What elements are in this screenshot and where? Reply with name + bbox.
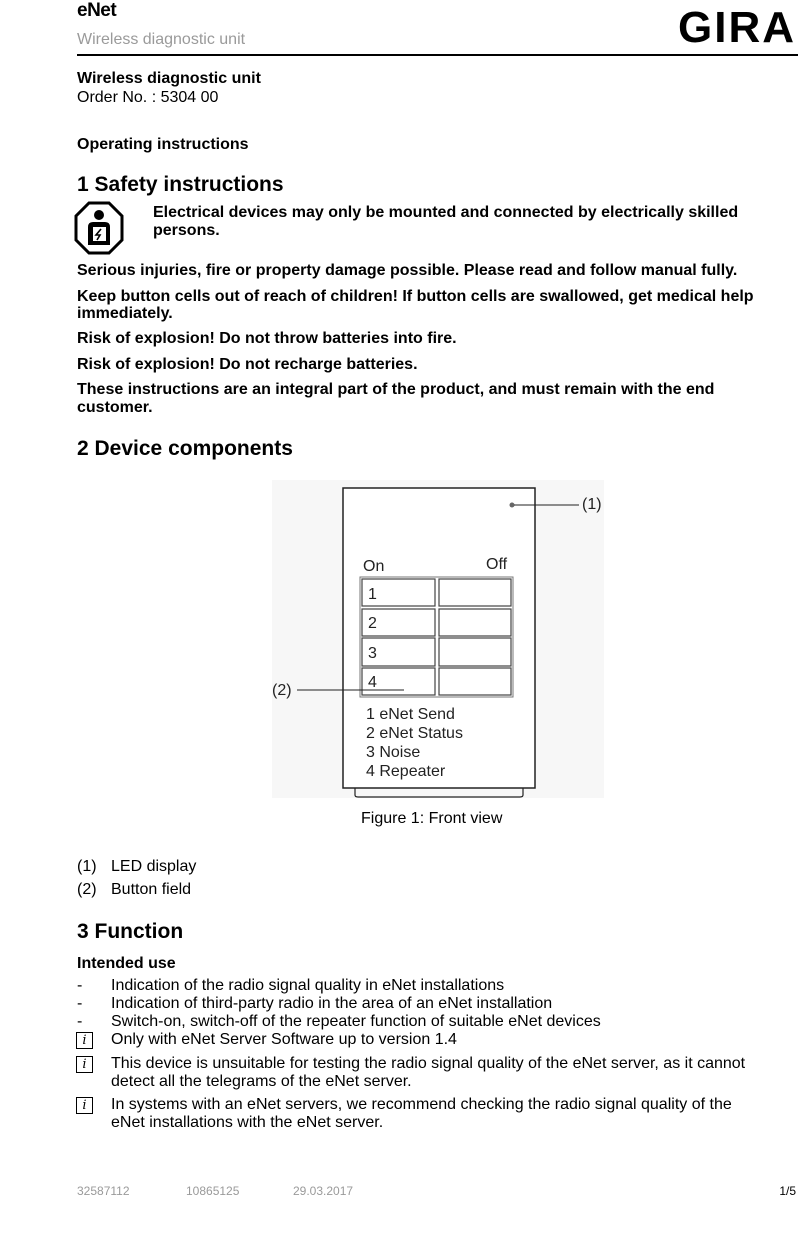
bullet-dash-1: - (77, 977, 83, 994)
legend-text-2: Button field (111, 881, 192, 898)
note-1: Only with eNet Server Software up to version 1.4 (111, 1031, 457, 1048)
callout-2: (2) (272, 682, 292, 699)
safety-item-1: Serious injuries, fire or property damage possible. Please read and follow manual fully. (77, 262, 738, 279)
figure-caption: Figure 1: Front view (361, 810, 503, 827)
info-icon: i (76, 1056, 93, 1073)
button-3-label: 3 (368, 645, 377, 662)
legend-text-1: LED display (111, 858, 197, 875)
legend-num-1: (1) (77, 858, 97, 875)
bullet-dash-2: - (77, 995, 83, 1012)
header-rule (77, 54, 798, 56)
desc-3: 3 Noise (366, 744, 421, 761)
gira-logo: GIRA (678, 3, 796, 52)
bullet-dash-3: - (77, 1013, 83, 1030)
bullet-3: Switch-on, switch-off of the repeater function of suitable eNet devices (111, 1013, 601, 1030)
order-number: Order No. : 5304 00 (77, 89, 219, 106)
info-icon: i (76, 1032, 93, 1049)
footer-code-2: 10865125 (186, 1184, 240, 1198)
desc-1: 1 eNet Send (366, 706, 455, 723)
led-indicator (510, 503, 515, 508)
info-icon: i (76, 1097, 93, 1114)
desc-4: 4 Repeater (366, 763, 446, 780)
button-1-label: 1 (368, 586, 377, 603)
note-3-line-2: eNet installations with the eNet server. (111, 1114, 384, 1131)
front-view-figure (272, 480, 604, 800)
desc-2: 2 eNet Status (366, 725, 463, 742)
page-number: 1/5 (779, 1184, 796, 1198)
note-2-line-2: detect all the telegrams of the eNet server. (111, 1073, 412, 1090)
note-3-line-1: In systems with an eNet servers, we recommend checking the radio signal quality of the (111, 1096, 732, 1113)
bullet-1: Indication of the radio signal quality in eNet installations (111, 977, 505, 994)
button-2-label: 2 (368, 615, 377, 632)
safety-item-2-line-2: immediately. (77, 305, 173, 322)
safety-intro-line-1: Electrical devices may only be mounted and connected by electrically skilled (153, 204, 739, 221)
intended-use-heading: Intended use (77, 955, 176, 972)
product-title: Wireless diagnostic unit (77, 70, 261, 87)
safety-item-2-line-1: Keep button cells out of reach of children! If button cells are swallowed, get medical help (77, 288, 754, 305)
enet-brand: eNet (77, 0, 117, 21)
note-2-line-1: This device is unsuitable for testing the radio signal quality of the eNet server, as it cannot (111, 1055, 746, 1072)
safety-intro-line-2: persons. (153, 222, 220, 239)
off-label: Off (486, 556, 508, 573)
header-subtitle: Wireless diagnostic unit (77, 31, 246, 48)
on-label: On (363, 558, 385, 575)
callout-1: (1) (582, 496, 602, 513)
safety-heading: 1 Safety instructions (77, 173, 284, 196)
operating-instructions-label: Operating instructions (77, 136, 249, 153)
legend-num-2: (2) (77, 881, 97, 898)
button-4-label: 4 (368, 674, 377, 691)
footer-code-1: 32587112 (77, 1184, 130, 1198)
safety-item-3: Risk of explosion! Do not throw batteries into fire. (77, 330, 457, 347)
components-heading: 2 Device components (77, 437, 293, 460)
safety-item-5-line-2: customer. (77, 399, 153, 416)
bullet-2: Indication of third-party radio in the area of an eNet installation (111, 995, 553, 1012)
safety-item-5-line-1: These instructions are an integral part of the product, and must remain with the end (77, 381, 715, 398)
electrician-warning-icon (74, 201, 124, 255)
function-heading: 3 Function (77, 920, 184, 943)
footer-date: 29.03.2017 (293, 1184, 354, 1198)
safety-item-4: Risk of explosion! Do not recharge batteries. (77, 356, 418, 373)
